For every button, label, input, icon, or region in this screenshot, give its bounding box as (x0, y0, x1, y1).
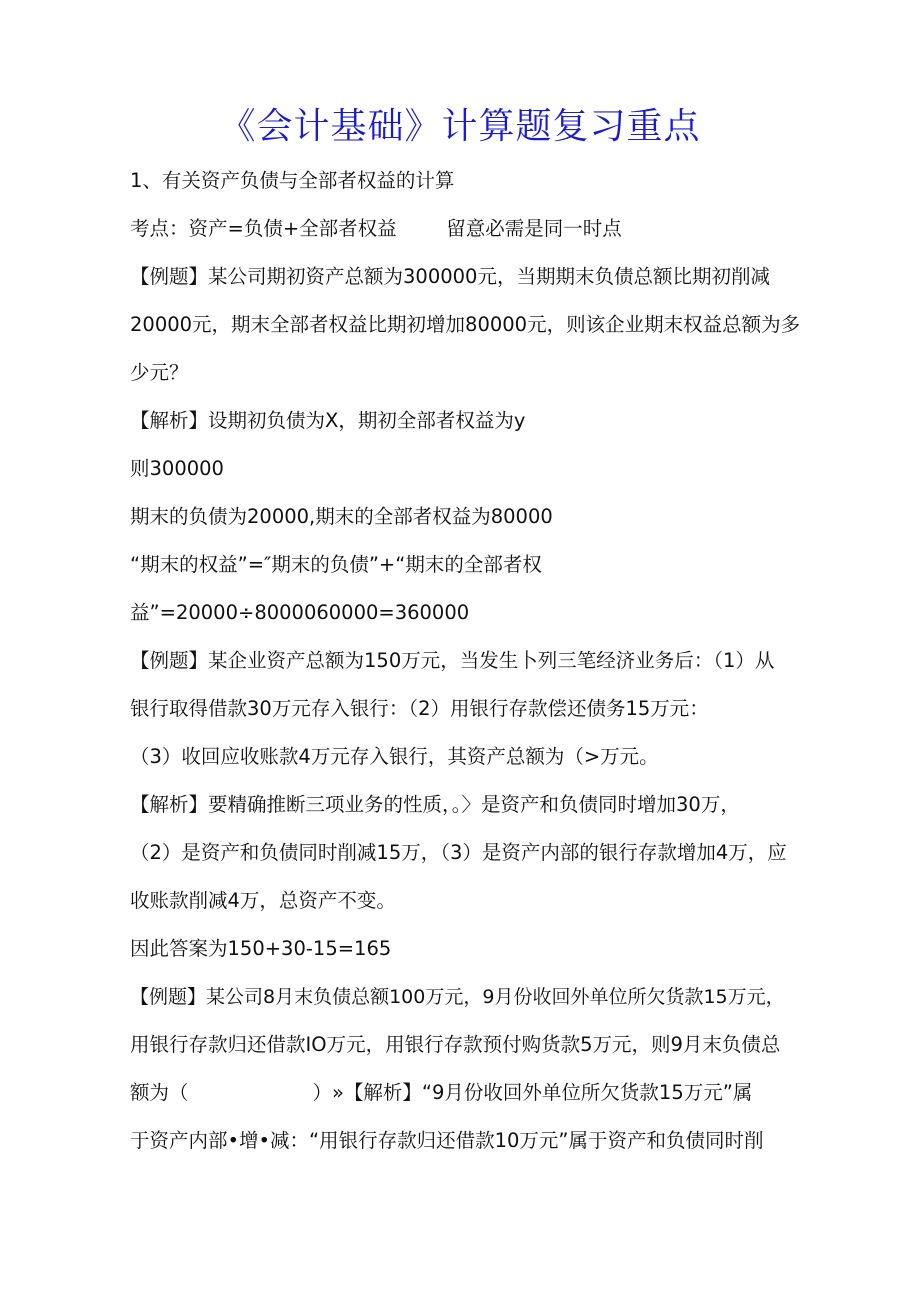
text-line: （3）收回应收账款4万元存入银行，其资产总额为（>万元。 (130, 745, 659, 768)
text-line: 期末的负债为20000,期末的全部者权益为80000 (130, 505, 553, 528)
text-line: （2）是资产和负债同时削减15万，（3）是资产内部的银行存款增加4万，应 (130, 841, 787, 864)
text-line: 少元？ (130, 361, 189, 384)
text-line: 1、有关资产负债与全部者权益的计算 (130, 169, 455, 192)
text-line: 【例题】某公司8月末负债总额100万元，9月份收回外单位所欠货款15万元， (130, 986, 785, 1008)
text-line: 【例题】某企业资产总额为150万元，当发生卜列三笔经济业务后：（1）从 (130, 649, 775, 672)
text-line: 银行取得借款30万元存入银行：（2）用银行存款偿还债务15万元： (130, 697, 709, 720)
text-line: 则300000 (130, 457, 224, 480)
text-line: 用银行存款归还借款IO万元，用银行存款预付购货款5万元，则9月末负债总 (130, 1033, 781, 1056)
text-line: 额为（ ）»【解析】“9月份收回外单位所欠货款15万元”属 (130, 1081, 753, 1104)
text-line: 考点：资产=负债+全部者权益 留意必需是同一时点 (130, 217, 622, 240)
text-line: “期末的权益”=″期末的负债”+“期末的全部者权 (130, 553, 542, 576)
document-title: 《会计基础》计算题复习重点 (219, 106, 701, 147)
text-line: 【例题】某公司期初资产总额为300000元，当期期末负债总额比期初削减 (130, 265, 770, 288)
document-body (130, 165, 800, 1173)
text-line: 因此答案为150+30-15=165 (130, 937, 392, 960)
text-line: 【解析】设期初负债为X，期初全部者权益为y (130, 409, 526, 432)
text-line: 【解析】要精确推断三项业务的性质，。〉是资产和负债同时增加30万， (130, 793, 740, 816)
text-line: 20000元，期末全部者权益比期初增加80000元，则该企业期末权益总额为多 (130, 313, 801, 336)
text-line: 于资产内部•增•减：“用银行存款归还借款10万元”属于资产和负债同时削 (130, 1129, 764, 1152)
text-line: 收账款削减4万，总资产不变。 (130, 889, 396, 912)
text-line: 益”=20000÷8000060000=360000 (130, 601, 470, 624)
